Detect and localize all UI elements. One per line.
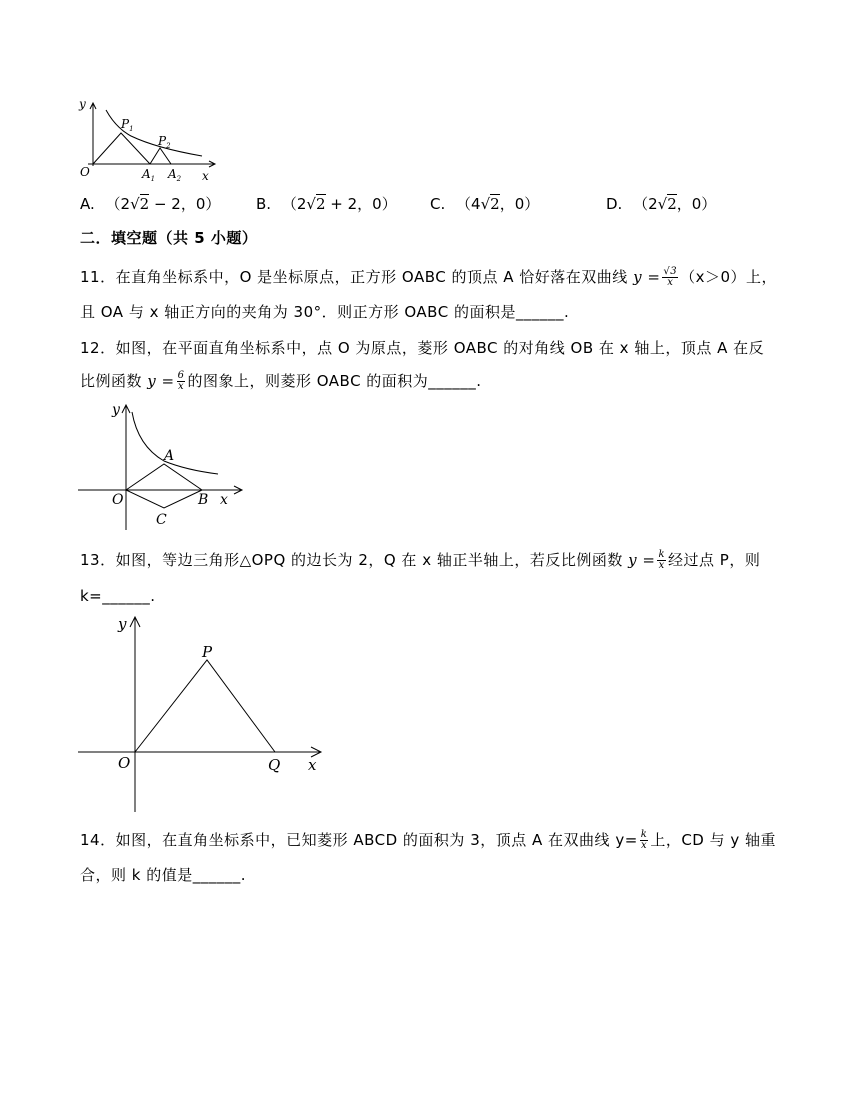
figure-q13 xyxy=(76,612,326,816)
q13-y-eq: y = xyxy=(628,551,656,569)
q11-line2: 且 OA 与 x 轴正方向的夹角为 30°．则正方形 OABC 的面积是______. xyxy=(80,303,570,321)
q11-y-eq: y = xyxy=(633,268,661,286)
option-d-pre: （2 xyxy=(633,195,658,213)
q12-text-pre: 比例函数 xyxy=(80,372,148,390)
label-q: Q xyxy=(268,756,281,774)
label-b: B xyxy=(198,492,209,508)
label-o: O xyxy=(112,492,124,508)
option-a-post: − 2，0） xyxy=(149,195,221,213)
label-a: A xyxy=(164,448,175,464)
q14-line1 xyxy=(80,829,776,851)
option-c: C. （4√2，0） xyxy=(430,195,540,213)
option-b: B. （2√2 + 2，0） xyxy=(256,195,397,213)
q12-fraction: $\frac{6}{x}$ xyxy=(177,370,185,392)
triangle-op1a1 xyxy=(93,133,150,164)
option-c-pre: （4 xyxy=(456,195,481,213)
q14-text-pre: 14．如图，在直角坐标系中，已知菱形 ABCD 的面积为 3，顶点 A 在双曲线 y= xyxy=(80,831,638,849)
q11-fraction: $\frac{√3}{x}$ xyxy=(663,266,678,288)
label-o: O xyxy=(118,754,131,772)
q13-line2: k=______. xyxy=(80,587,156,605)
section-title: 二．填空题（共 5 小题） xyxy=(80,229,258,247)
q11-line1 xyxy=(80,266,777,288)
option-c-label: C. xyxy=(430,195,446,213)
q12-line2 xyxy=(80,370,482,392)
option-d-label: D. xyxy=(606,195,623,213)
q14-text-post: 上，CD 与 y 轴重 xyxy=(650,831,777,849)
q13-text-post: 经过点 P，则 xyxy=(668,551,761,569)
label-p1: $P_1$ xyxy=(121,117,134,133)
q14-line2: 合，则 k 的值是______. xyxy=(80,866,246,884)
label-x: x xyxy=(220,492,228,508)
triangle-a1p2a2 xyxy=(150,148,171,164)
option-a: A. （2√2 − 2，0） xyxy=(80,195,221,213)
option-a-pre: （2 xyxy=(105,195,131,213)
option-b-radicand: 2 xyxy=(315,195,326,213)
option-b-pre: （2 xyxy=(281,195,307,213)
option-a-label: A. xyxy=(80,195,95,213)
label-p2: $P_2$ xyxy=(158,134,171,150)
q12-y-eq: y = xyxy=(147,372,175,390)
q14-fraction: $\frac{k}{x}$ xyxy=(640,829,648,851)
label-x: x xyxy=(202,169,209,183)
option-b-label: B. xyxy=(256,195,272,213)
label-a2: $A_2$ xyxy=(168,167,182,183)
option-c-post: ，0） xyxy=(499,195,540,213)
triangle-opq xyxy=(135,660,275,752)
label-y: y xyxy=(112,402,120,418)
rhombus-oabc xyxy=(126,464,202,508)
label-y: y xyxy=(118,615,127,633)
q13-text-pre: 13．如图，等边三角形△OPQ 的边长为 2，Q 在 x 轴正半轴上，若反比例函数 xyxy=(80,551,629,569)
label-c: C xyxy=(156,512,167,528)
label-y: y xyxy=(79,97,86,111)
q13-fraction: $\frac{k}{x}$ xyxy=(658,549,665,571)
q13-line1 xyxy=(80,549,760,571)
option-d-radicand: 2 xyxy=(667,195,677,213)
hyperbola-curve xyxy=(132,412,218,474)
label-a1: $A_1$ xyxy=(142,167,156,183)
q11-text-pre: 11．在直角坐标系中，O 是坐标原点，正方形 OABC 的顶点 A 恰好落在双曲线 xyxy=(80,268,634,286)
figure-q12 xyxy=(76,398,246,530)
option-c-radicand: 2 xyxy=(490,195,500,213)
option-b-post: + 2，0） xyxy=(325,195,397,213)
label-p: P xyxy=(202,643,213,661)
option-d-post: ，0） xyxy=(676,195,717,213)
label-o: O xyxy=(80,165,90,179)
option-d: D. （2√2，0） xyxy=(606,195,717,213)
option-a-radicand: 2 xyxy=(139,195,150,213)
q12-line1: 12．如图，在平面直角坐标系中，点 O 为原点，菱形 OABC 的对角线 OB 在 x 轴上，顶点 A 在反 xyxy=(80,339,765,357)
figure-q10 xyxy=(76,96,226,186)
q12-text-post: 的图象上，则菱形 OABC 的面积为______. xyxy=(187,372,482,390)
q11-text-post: （x＞0）上， xyxy=(680,268,778,286)
label-x: x xyxy=(308,756,317,774)
